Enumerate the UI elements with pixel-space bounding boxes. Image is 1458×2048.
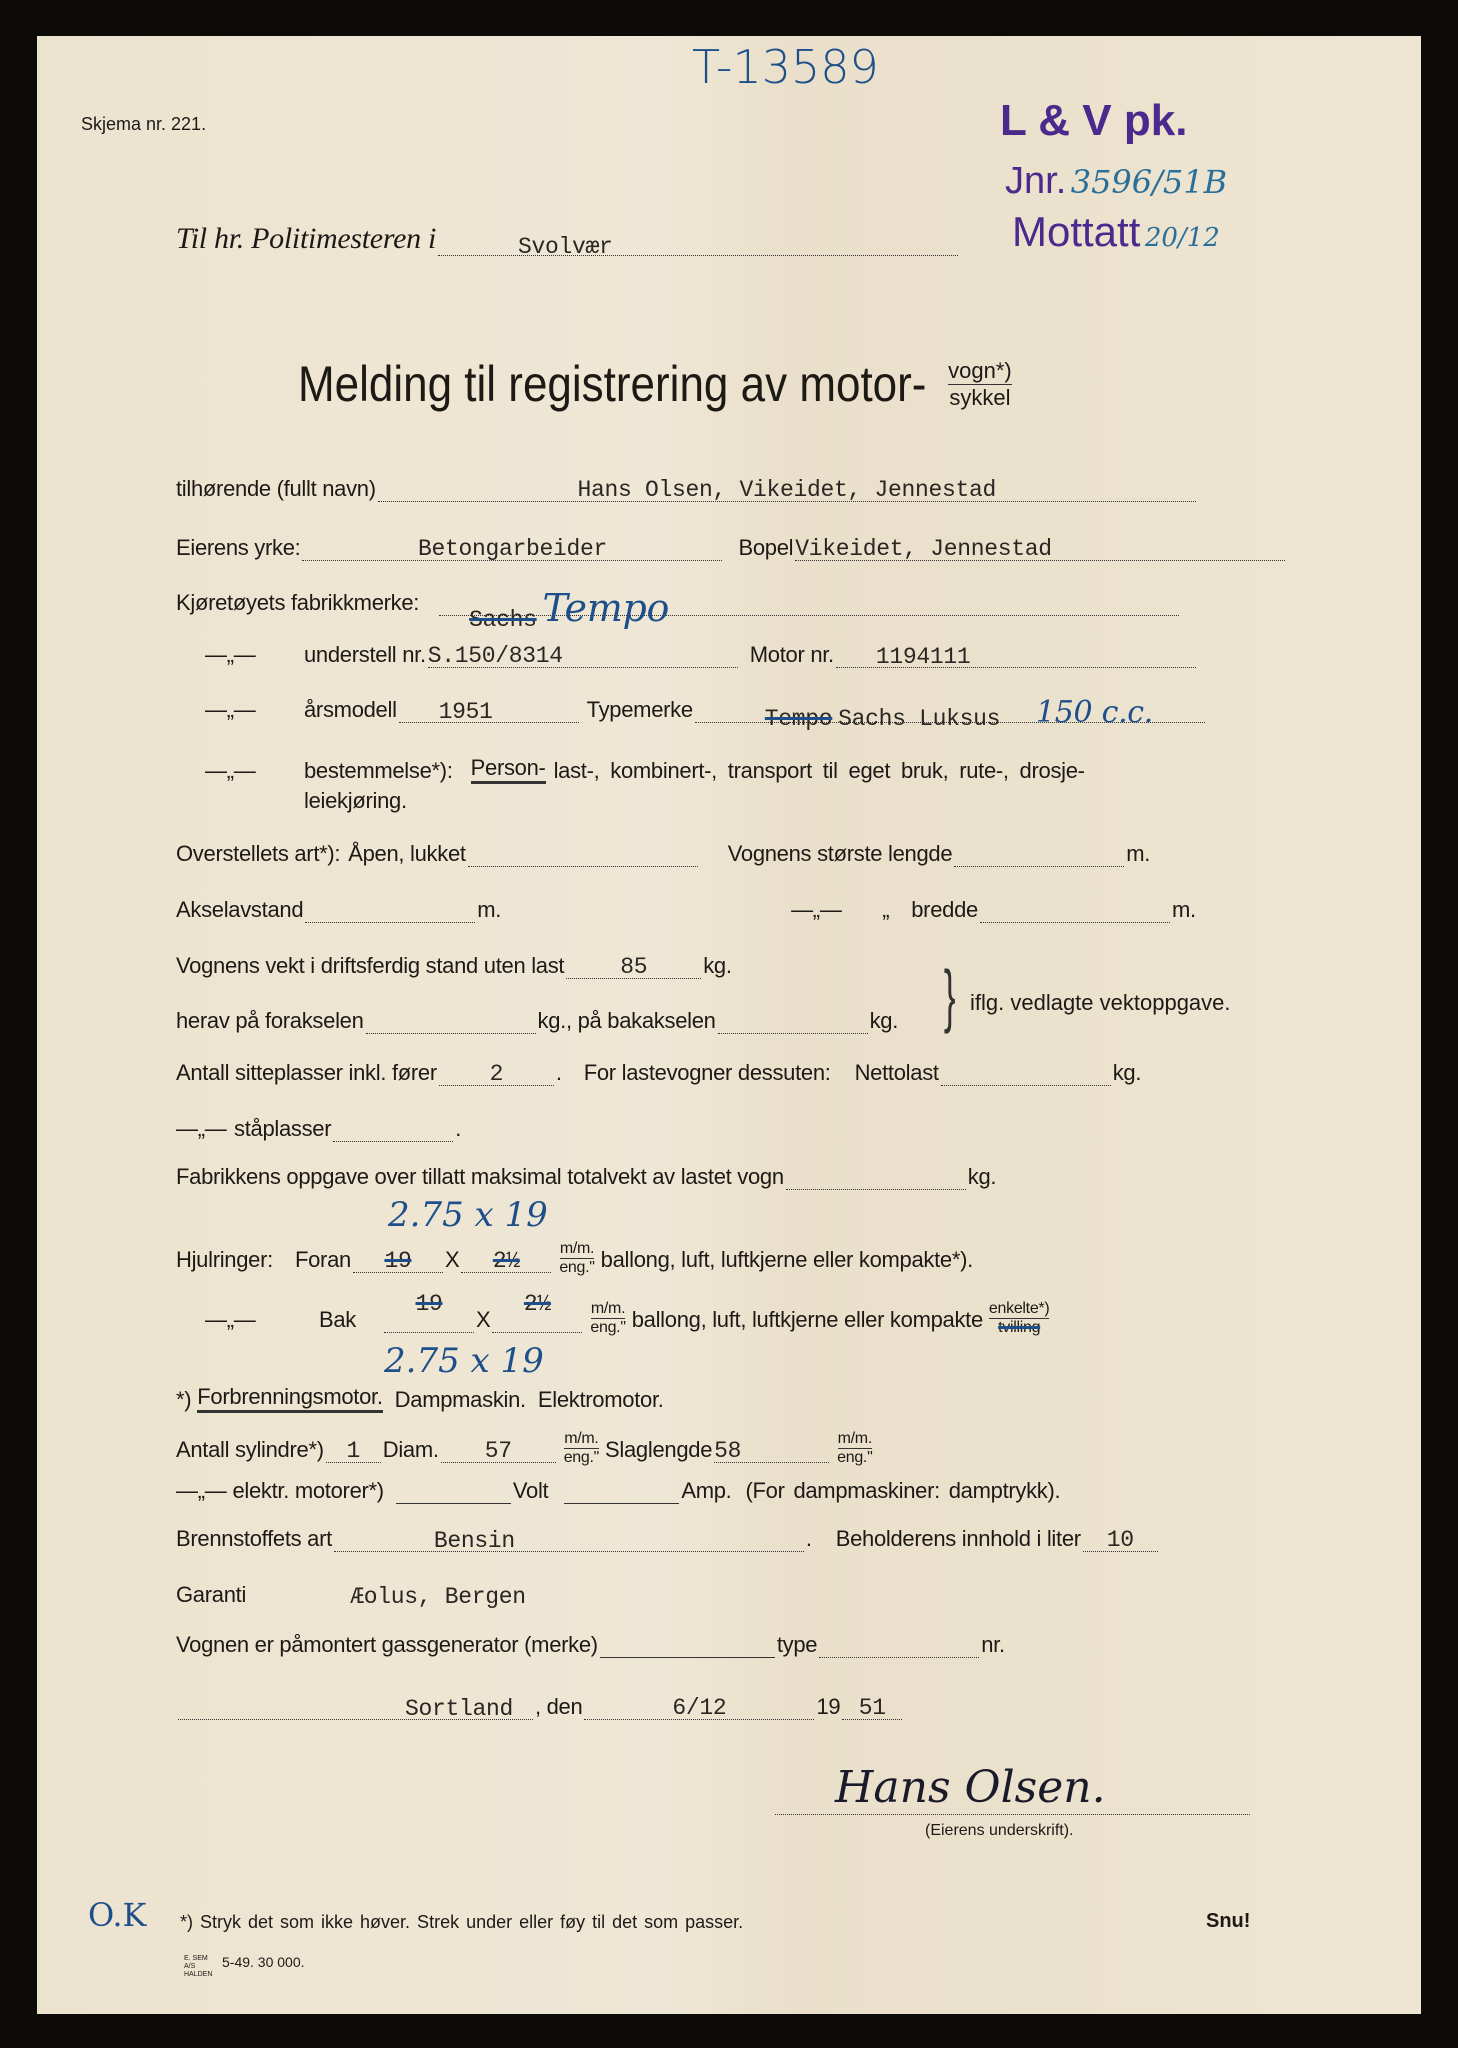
purpose-line2: leiekjøring.	[304, 788, 407, 813]
axle-rear-label: kg., på bakakselen	[537, 1008, 716, 1033]
purpose-selected-option[interactable]: Person-	[471, 755, 546, 784]
owner-value: Hans Olsen, Vikeidet, Jennestad	[577, 477, 997, 503]
ditto-mark: —„—	[176, 1116, 227, 1141]
rear-tyre-b: 2½	[523, 1291, 551, 1317]
ditto-mark: —„—	[205, 1307, 256, 1332]
tank-value: 10	[1106, 1527, 1134, 1553]
signature-field[interactable]	[775, 1762, 1250, 1815]
weight-field[interactable]	[566, 956, 701, 979]
electric-row	[176, 1478, 1060, 1504]
net-label: Nettolast	[854, 1060, 939, 1085]
gas-generator-row	[176, 1632, 1005, 1658]
net-field[interactable]	[941, 1063, 1111, 1086]
title-main: Melding til registrering av motor-	[298, 356, 927, 412]
front-tyre-b: 2½	[492, 1248, 520, 1274]
year-field[interactable]	[399, 701, 579, 723]
axle-front-field[interactable]	[366, 1011, 536, 1034]
residence-field[interactable]	[795, 538, 1285, 561]
type-field[interactable]	[695, 695, 1205, 732]
unit-eng: eng."	[563, 1449, 600, 1466]
engine-type-selected[interactable]: Forbrenningsmotor.	[197, 1384, 382, 1413]
rear-tyre-b-field[interactable]	[492, 1291, 582, 1333]
wheelbase-label: Akselavstand	[176, 897, 304, 922]
type-struck-value: Tempo	[764, 706, 833, 732]
occupation-field[interactable]	[302, 538, 722, 561]
addressee-value: Svolvær	[518, 234, 613, 260]
cylinders-field[interactable]	[326, 1440, 381, 1463]
place-value: Sortland	[404, 1696, 513, 1722]
fuel-value: Bensin	[433, 1528, 515, 1554]
year-value: 1951	[438, 699, 493, 725]
unit-fraction	[564, 1430, 599, 1467]
unit-m: m.	[1126, 841, 1151, 866]
type-value: Sachs Luksus	[838, 706, 1001, 732]
guarantee-value: Æolus, Bergen	[350, 1584, 526, 1610]
owner-row	[176, 476, 1198, 502]
tank-label: Beholderens innhold i liter	[835, 1526, 1081, 1551]
purpose-label: bestemmelse*):	[304, 758, 453, 783]
unit-kg: kg.	[1112, 1060, 1142, 1085]
owner-field[interactable]	[378, 479, 1196, 502]
wheelbase-row	[176, 897, 1196, 923]
make-field[interactable]	[439, 586, 1179, 633]
residence-label: Bopel	[738, 535, 794, 560]
unit-mm: m/m.	[590, 1300, 626, 1317]
motor-value: 1194111	[875, 644, 971, 670]
mottatt-label: Mottatt	[1012, 208, 1141, 255]
form-number: Skjema nr. 221.	[81, 114, 207, 134]
occupation-label: Eierens yrke:	[176, 535, 301, 560]
body-label: Overstellets art*):	[176, 841, 341, 866]
wheelbase-field[interactable]	[305, 900, 475, 923]
front-tyre-b-field[interactable]	[461, 1250, 551, 1273]
unit-eng: eng."	[837, 1449, 873, 1466]
length-field[interactable]	[954, 844, 1124, 867]
cylinders-label: Antall sylindre*)	[176, 1437, 324, 1462]
guarantee-label: Garanti	[176, 1582, 247, 1607]
handwritten-ref: T-13589	[692, 40, 879, 94]
seats-label: Antall sitteplasser inkl. fører	[176, 1060, 437, 1085]
body-field[interactable]	[468, 844, 698, 867]
volt-field[interactable]	[396, 1481, 511, 1504]
type-handwritten-value: 150 c.c.	[1035, 695, 1154, 730]
unit-kg: kg.	[967, 1164, 997, 1189]
diameter-label: Diam.	[382, 1437, 439, 1462]
ditto-mark: —„—	[205, 697, 256, 722]
chassis-value: S.150/8314	[427, 643, 563, 669]
stroke-label: Slaglengde	[605, 1437, 713, 1462]
guarantee-field[interactable]	[248, 1586, 628, 1608]
chassis-row	[205, 642, 1198, 668]
amp-field[interactable]	[564, 1481, 679, 1504]
length-label: Vognens største lengde	[727, 841, 953, 866]
max-weight-label: Fabrikkens oppgave over tillatt maksimal totalvekt av lastet vogn	[176, 1164, 784, 1189]
place-field[interactable]	[178, 1698, 533, 1720]
fuel-label: Brennstoffets art	[176, 1526, 332, 1551]
addressee-label: Til hr. Politimesteren i	[176, 222, 437, 255]
steam-note: (For dampmaskiner: damptrykk).	[745, 1478, 1061, 1503]
electric-label: elektr. motorer*)	[232, 1478, 384, 1503]
guarantee-row	[176, 1582, 630, 1608]
stamp-mottatt	[1012, 208, 1220, 256]
standing-label: ståplasser	[234, 1116, 332, 1141]
turn-over: Snu!	[1206, 1910, 1251, 1932]
engine-type-row	[176, 1384, 664, 1413]
unit-eng: eng."	[559, 1259, 595, 1276]
width-label: bredde	[911, 897, 978, 922]
date-label: , den	[535, 1694, 583, 1719]
tyres-label: Hjulringer:	[176, 1247, 273, 1272]
cargo-label: For lastevogner dessuten:	[583, 1060, 831, 1085]
motor-field[interactable]	[836, 646, 1196, 668]
rear-tyre-a-field[interactable]	[384, 1291, 474, 1333]
place-date-row	[176, 1694, 904, 1720]
date-value: 6/12	[672, 1695, 727, 1721]
max-weight-field[interactable]	[786, 1167, 966, 1190]
occupation-value: Betongarbeider	[417, 536, 607, 562]
jnr-label: Jnr.	[1005, 160, 1067, 202]
year-row	[205, 695, 1207, 732]
ditto-mark: —„—	[176, 1478, 227, 1503]
gas-nr-label: nr.	[981, 1632, 1005, 1657]
rear-tyre-a: 19	[415, 1291, 443, 1317]
fuel-row: Brennstoffets art Bensin . Beholderens innhold i liter 10	[176, 1526, 1160, 1552]
purpose-options: last-, kombinert-, transport til eget bruk, rute-, drosje-	[553, 758, 1085, 783]
tank-field[interactable]	[1083, 1529, 1158, 1552]
jnr-value: 3596/51B	[1070, 163, 1228, 201]
unit-m: m.	[477, 897, 502, 922]
unit-kg: kg.	[703, 953, 732, 978]
make-struck-value: Sachs	[469, 607, 537, 633]
make-row	[176, 586, 1181, 633]
twin-option[interactable]: tvilling	[998, 1319, 1041, 1336]
stamp-jnr	[1005, 160, 1227, 203]
tyre-types: ballong, luft, luftkjerne eller kompakte	[631, 1307, 983, 1332]
amp-label: Amp.	[681, 1478, 732, 1503]
date-field[interactable]	[584, 1697, 814, 1720]
year-label: årsmodell	[304, 697, 397, 722]
front-tyre-a: 19	[384, 1248, 412, 1274]
body-row	[176, 841, 1150, 867]
seats-value: 2	[489, 1061, 504, 1087]
front-tyre-row	[176, 1236, 973, 1276]
addressee-row	[176, 222, 960, 260]
single-twin-options	[989, 1300, 1049, 1337]
weight-note: iflg. vedlagte vektoppgave.	[970, 990, 1231, 1015]
cylinder-row	[176, 1426, 878, 1466]
engine-type-steam[interactable]: Dampmaskin.	[394, 1387, 526, 1412]
footnote-mark: *)	[176, 1387, 192, 1412]
addressee-field[interactable]	[438, 230, 958, 260]
owner-label: tilhørende (fullt navn)	[176, 476, 376, 501]
printer-name: E. SEM A/S HALDEN	[184, 1955, 213, 1978]
rear-tyre-handwritten: 2.75 x 19	[384, 1341, 544, 1381]
occupation-row	[176, 535, 1287, 561]
brace: }	[943, 956, 956, 1034]
title-sykkel: sykkel	[949, 384, 1011, 410]
type-label: Typemerke	[586, 697, 693, 722]
gas-generator-field[interactable]	[600, 1635, 775, 1658]
make-label: Kjøretøyets fabrikkmerke:	[176, 590, 420, 615]
signature: Hans Olsen.	[835, 1762, 1106, 1813]
body-options: Åpen, lukket	[348, 841, 466, 866]
weight-value: 85	[620, 954, 648, 980]
ok-mark: O.K	[88, 1896, 147, 1934]
cylinders-value: 1	[346, 1438, 360, 1464]
motor-label: Motor nr.	[749, 642, 834, 667]
ditto-mark: —„—	[205, 642, 256, 667]
unit-fraction	[837, 1430, 872, 1467]
times-sign: X	[444, 1247, 460, 1272]
axle-row	[176, 1008, 898, 1034]
make-handwritten-value: Tempo	[542, 586, 670, 630]
chassis-field[interactable]	[428, 645, 738, 668]
date-year-value: 51	[858, 1695, 886, 1721]
mottatt-date: 20/12	[1144, 223, 1220, 253]
chassis-label: understell nr.	[304, 642, 426, 667]
standing-field[interactable]	[333, 1119, 453, 1142]
purpose-row	[205, 755, 1085, 784]
unit-mm: m/m.	[559, 1240, 595, 1257]
gas-type-label: type	[776, 1632, 818, 1657]
date-year-field[interactable]	[842, 1697, 902, 1720]
unit-kg: kg.	[869, 1008, 899, 1033]
rear-tyre-row	[205, 1291, 1055, 1336]
axle-rear-field[interactable]	[718, 1011, 868, 1034]
ditto-mark: —„—	[205, 758, 256, 783]
gas-generator-label: Vognen er påmontert gassgenerator (merke)	[176, 1632, 598, 1657]
unit-fraction	[590, 1300, 625, 1337]
front-tyre-handwritten: 2.75 x 19	[388, 1195, 548, 1235]
single-option[interactable]: enkelte*)	[988, 1300, 1050, 1317]
diameter-value: 57	[484, 1438, 512, 1464]
unit-m: m.	[1171, 897, 1196, 922]
ditto-mark: —„— „	[791, 897, 890, 922]
engine-type-electric[interactable]: Elektromotor.	[537, 1387, 664, 1412]
unit-mm: m/m.	[837, 1430, 872, 1447]
front-label: Foran	[294, 1247, 351, 1272]
axle-front-label: herav på forakselen	[176, 1008, 364, 1033]
footnote: *) Stryk det som ikke høver. Strek under eller føy til det som passer.	[180, 1912, 744, 1932]
diameter-field[interactable]	[441, 1440, 556, 1463]
volt-label: Volt	[512, 1478, 549, 1503]
max-weight-row	[176, 1164, 996, 1190]
stroke-field[interactable]	[714, 1440, 829, 1463]
times-sign: X	[476, 1307, 491, 1332]
unit-eng: eng."	[590, 1319, 626, 1336]
year-prefix: 19	[816, 1694, 841, 1719]
width-field[interactable]	[980, 900, 1170, 923]
rear-label: Bak	[319, 1307, 357, 1332]
stroke-value: 58	[714, 1438, 742, 1464]
weight-label: Vognens vekt i driftsferdig stand uten last	[176, 953, 565, 978]
front-tyre-a-field[interactable]	[353, 1250, 443, 1273]
signature-label: (Eierens underskrift).	[925, 1822, 1074, 1839]
print-info: 5-49. 30 000.	[222, 1954, 305, 1970]
title-fraction	[948, 358, 1012, 411]
fuel-field[interactable]	[334, 1530, 804, 1552]
form-title	[298, 355, 1018, 413]
tyre-types: ballong, luft, luftkjerne eller kompakte*).	[600, 1247, 973, 1272]
gas-type-field[interactable]	[819, 1635, 979, 1658]
standing-row: —„— ståplasser .	[176, 1116, 462, 1141]
title-vogn: vogn*)	[948, 357, 1012, 383]
stamp-title: L & V pk.	[1000, 96, 1188, 145]
unit-mm: m/m.	[564, 1430, 599, 1447]
seats-field[interactable]	[439, 1063, 554, 1086]
residence-value: Vikeidet, Jennestad	[795, 536, 1052, 562]
weight-row	[176, 953, 732, 979]
unit-fraction	[559, 1240, 594, 1277]
seats-row: Antall sitteplasser inkl. fører 2 . For lastevogner dessuten: Nettolast kg.	[176, 1060, 1142, 1087]
